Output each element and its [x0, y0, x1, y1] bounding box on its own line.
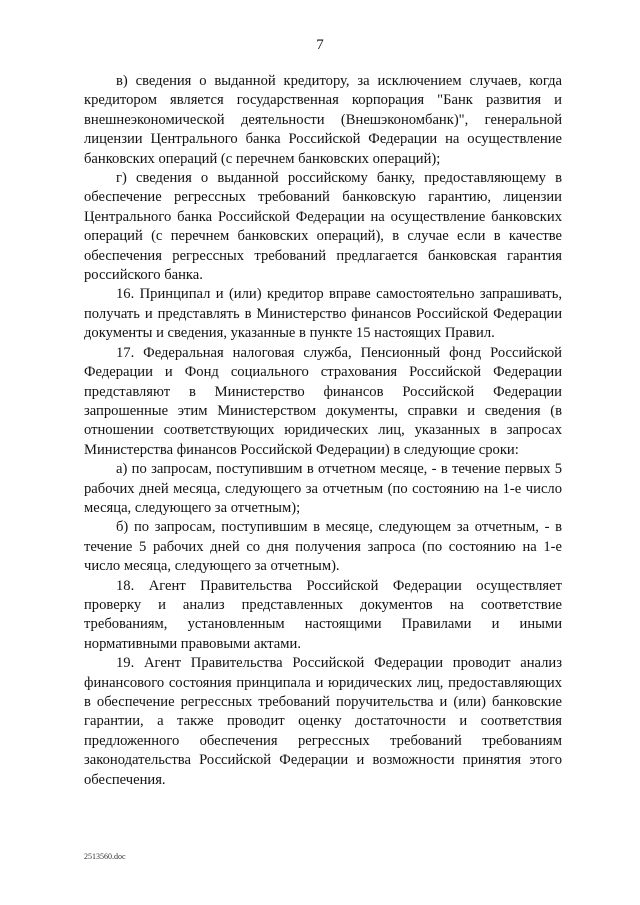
- document-body: [84, 72, 562, 790]
- paragraph-17-b: б) по запросам, поступившим в месяце, следующем за отчетным, - в течение 5 рабочих дней со дня получения запроса (по состоянию на 1-е число месяца, следующего за отчетным).: [84, 519, 562, 575]
- paragraph-17-a: а) по запросам, поступившим в отчетном месяце, - в течение первых 5 рабочих дней месяца, следующего за отчетным (по состоянию на 1-е число месяца, следующего за отчетным);: [84, 461, 562, 516]
- document-filename: 2513560.doc: [84, 852, 126, 861]
- paragraph-19: 19. Агент Правительства Российской Федерации проводит анализ финансового состояния принципала и юридических лиц, предоставляющих в обеспечение регрессных требований поручительства и (или) банковские гарантии, а также проводит оценку достаточности и соответствия предложенного обеспечения регрессных требований требованиям законодательства Российской Федерации и возможности принятия этого обеспечения.: [84, 655, 562, 788]
- paragraph-16: 16. Принципал и (или) кредитор вправе самостоятельно запрашивать, получать и представлять в Министерство финансов Российской Федерации документы и сведения, указанные в пункте 15 настоящих Правил.: [84, 286, 562, 342]
- paragraph-18: 18. Агент Правительства Российской Федерации осуществляет проверку и анализ представленных документов на соответствие требованиям, установленным настоящими Правилами и иными нормативными правовыми актами.: [84, 577, 562, 652]
- paragraph-17: 17. Федеральная налоговая служба, Пенсионный фонд Российской Федерации и Фонд социального страхования Российской Федерации представляют в Министерство финансов Российской Федерации запрошенные этим Министерством документы, справки и сведения (в отношении соответствующих юридических лиц, указанных в запросах Министерства финансов Российской Федерации) в следующие сроки:: [84, 344, 562, 458]
- paragraph-v: в) сведения о выданной кредитору, за исключением случаев, когда кредитором является государственная корпорация "Банк развития и внешнеэкономической деятельности (Внешэкономбанк)", генеральной лицензии Центрального банка Российской Федерации на осуществление банковских операций (с перечнем банковских операций);: [84, 73, 562, 167]
- paragraph-g: г) сведения о выданной российскому банку, предоставляющему в обеспечение регрессных требований банковскую гарантию, лицензии Центрального банка Российской Федерации на осуществление банковских операций (с перечнем банковских операций), в случае если в качестве обеспечения регрессных требований предлагается банковская гарантия российского банка.: [84, 170, 562, 284]
- page-number: 7: [316, 37, 324, 53]
